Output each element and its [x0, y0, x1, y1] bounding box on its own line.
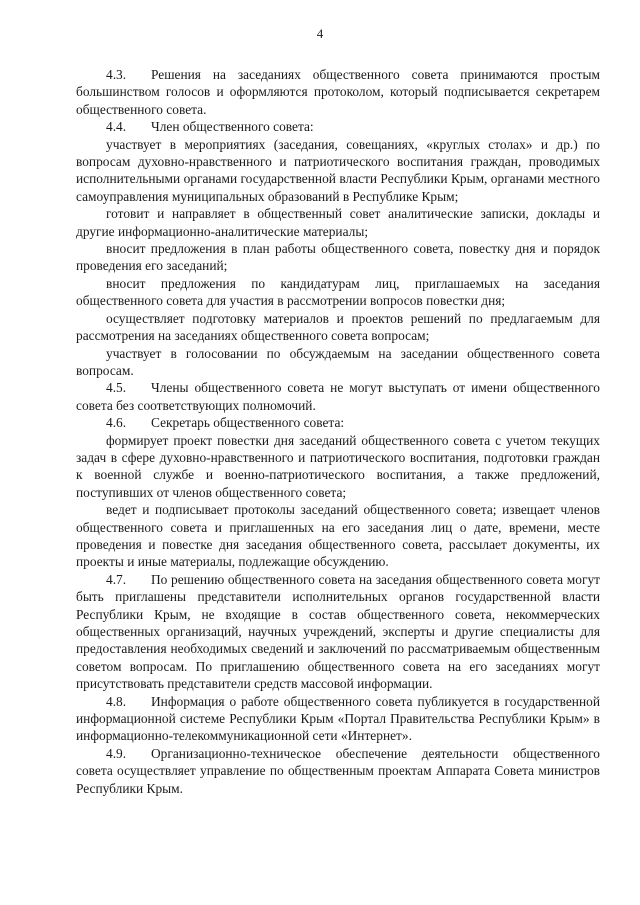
- paragraph-text: Организационно-техническое обеспечение деятельности общественного совета осуществляет управление по общественным проектам Аппарата Совета министров Республики Крым.: [76, 745, 600, 796]
- paragraph-text: вносит предложения в план работы общественного совета, повестку дня и порядок проведения его заседаний;: [76, 241, 600, 274]
- paragraph: [76, 240, 600, 275]
- paragraph: [76, 414, 600, 431]
- paragraph-text: Секретарь общественного совета:: [151, 415, 345, 431]
- paragraph-text: Решения на заседаниях общественного совета принимаются простым большинством голосов и оформляются протоколом, который подписывается секретарем общественного совета.: [76, 67, 600, 117]
- paragraph: [76, 205, 600, 240]
- paragraph-text: формирует проект повестки дня заседаний общественного совета с учетом текущих задач в сфере духовно-нравственного и патриотического воспитания, подготовки граждан к военной службе и военно-патриотического воспитания, а также предложений, поступивших от членов общественного совета;: [76, 432, 600, 500]
- paragraph-text: готовит и направляет в общественный совет аналитические записки, доклады и другие информационно-аналитические материалы;: [76, 206, 600, 239]
- paragraph-text: Члены общественного совета не могут выступать от имени общественного совета без соответствующих полномочий.: [76, 380, 600, 413]
- paragraph: [76, 432, 600, 502]
- paragraph-number: 4.3.: [106, 67, 127, 82]
- paragraph: [76, 118, 600, 135]
- paragraph: [76, 345, 600, 380]
- paragraph-text: По решению общественного совета на заседания общественного совета могут быть приглашены представители исполнительных органов государственной власти Республики Крым, не входящие в состав общественного совета, некоммерческих общественных организаций, научных учреждений, эксперты и другие специалисты для предоставления необходимых сведений и заключений по рассматриваемым общественным советом вопросам. По приглашению общественного совета на его заседаниях могут присутствовать представители средств массовой информации.: [76, 571, 600, 692]
- page-number: 4: [316, 26, 324, 41]
- paragraph-number: 4.8.: [106, 693, 127, 709]
- paragraph: [76, 66, 600, 118]
- paragraph: [76, 693, 600, 745]
- paragraph-text: Член общественного совета:: [151, 119, 314, 135]
- paragraph-text: участвует в мероприятиях (заседания, совещаниях, «круглых столах» и др.) по вопросам духовно-нравственного и патриотического воспитания граждан, проводимых исполнительными органами государственной власти Республики Крым, органами местного самоуправления муниципальных образований в Республике Крым;: [76, 136, 600, 204]
- document-body: [76, 66, 600, 797]
- paragraph: [76, 571, 600, 693]
- paragraph-text: Информация о работе общественного совета публикуется в государственной информационной системе Республики Крым «Портал Правительства Республики Крым» в информационно-телекоммуникационной сети «Интернет».: [76, 693, 600, 744]
- paragraph: [76, 275, 600, 310]
- paragraph: [76, 501, 600, 571]
- paragraph-number: 4.5.: [106, 380, 127, 396]
- paragraph: [76, 379, 600, 414]
- paragraph-text: участвует в голосовании по обсуждаемым на заседании общественного совета вопросам.: [76, 345, 600, 378]
- paragraph-number: 4.4.: [106, 119, 127, 135]
- paragraph-number: 4.6.: [106, 415, 127, 431]
- paragraph: [76, 310, 600, 345]
- paragraph: [76, 745, 600, 797]
- paragraph-text: осуществляет подготовку материалов и проектов решений по предлагаемым для рассмотрения на заседаниях общественного совета вопросам;: [76, 310, 600, 344]
- paragraph-text: вносит предложения по кандидатурам лиц, приглашаемых на заседания общественного совета для участия в рассмотрении вопросов повестки дня;: [76, 275, 600, 309]
- paragraph-text: ведет и подписывает протоколы заседаний общественного совета; извещает членов общественного совета и приглашенных на его заседания лиц о дате, времени, месте проведения и повестке дня заседания общественного совета, рассылает документы, их проекты и иные материалы, подлежащие обсуждению.: [76, 502, 600, 570]
- paragraph-number: 4.9.: [106, 745, 127, 761]
- paragraph-number: 4.7.: [106, 571, 127, 587]
- paragraph: [76, 136, 600, 206]
